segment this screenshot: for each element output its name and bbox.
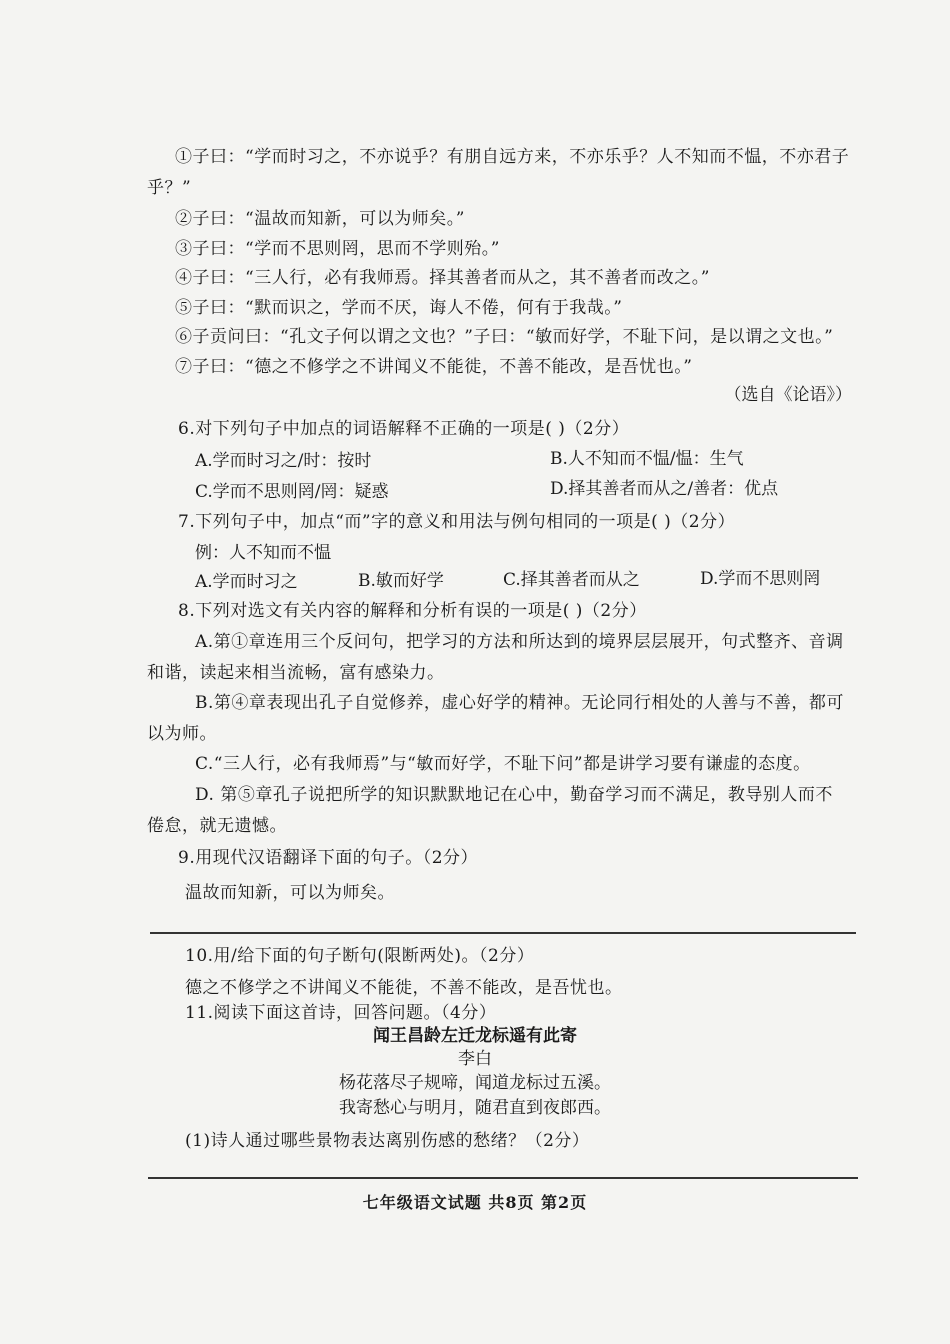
q6-option-b: B.人不知而不愠/愠：生气	[550, 449, 744, 469]
passage-source: （选自《论语》）	[724, 385, 852, 405]
q6-stem: 6.对下列句子中加点的词语解释不正确的一项是( )（2分）	[178, 419, 630, 439]
q9-answer-line	[150, 932, 856, 934]
passage-line-1-cont: 乎？”	[147, 178, 192, 198]
q7-stem: 7.下列句子中，加点“而”字的意义和用法与例句相同的一项是( )（2分）	[178, 512, 736, 532]
page-footer: 七年级语文试题 共8页 第2页	[362, 1193, 588, 1212]
passage-line-4: ④子曰：“三人行，必有我师焉。择其善者而从之，其不善者而改之。”	[175, 268, 710, 288]
q6-option-c: C.学而不思则罔/罔：疑惑	[195, 482, 389, 502]
passage-line-3: ③子曰：“学而不思则罔，思而不学则殆。”	[175, 239, 500, 259]
poem-author: 李白	[458, 1049, 492, 1069]
q8-option-a-line2: 和谐，读起来相当流畅，富有感染力。	[147, 663, 445, 683]
passage-line-7: ⑦子曰：“德之不修学之不讲闻义不能徙，不善不能改，是吾忧也。”	[175, 357, 693, 377]
q6-option-d: D.择其善者而从之/善者：优点	[550, 479, 779, 499]
q7-option-a: A.学而时习之	[195, 572, 298, 592]
q10-stem: 10.用/给下面的句子断句(限断两处)。（2分）	[185, 946, 535, 966]
q8-option-b-line2: 以为师。	[147, 724, 217, 744]
footer-divider	[148, 1177, 858, 1179]
poem-title: 闻王昌龄左迁龙标遥有此寄	[373, 1026, 577, 1046]
q9-sentence: 温故而知新，可以为师矣。	[185, 883, 395, 903]
passage-line-1: ①子曰：“学而时习之，不亦说乎？有朋自远方来，不亦乐乎？人不知而不愠，不亦君子	[175, 147, 850, 167]
q6-option-a: A.学而时习之/时：按时	[195, 451, 372, 471]
passage-line-6: ⑥子贡问曰：“孔文子何以谓之文也？”子曰：“敏而好学，不耻下问，是以谓之文也。”	[175, 327, 834, 347]
q11-sub1: (1)诗人通过哪些景物表达离别伤感的愁绪？（2分）	[185, 1131, 590, 1151]
q7-option-d: D.学而不思则罔	[700, 569, 821, 589]
poem-line-1: 杨花落尽子规啼，闻道龙标过五溪。	[339, 1073, 611, 1093]
q8-option-a-line1: A.第①章连用三个反问句，把学习的方法和所达到的境界层层展开，句式整齐、音调	[195, 632, 844, 652]
passage-line-2: ②子曰：“温故而知新，可以为师矣。”	[175, 209, 465, 229]
q9-stem: 9.用现代汉语翻译下面的句子。（2分）	[178, 848, 479, 868]
q8-option-d-line1: D. 第⑤章孔子说把所学的知识默默地记在心中，勤奋学习而不满足，教导别人而不	[195, 785, 833, 805]
q7-option-b: B.敏而好学	[358, 571, 444, 591]
q10-sentence: 德之不修学之不讲闻义不能徙，不善不能改，是吾忧也。	[185, 978, 623, 998]
q8-option-c: C.“三人行，必有我师焉”与“敏而好学，不耻下问”都是讲学习要有谦虚的态度。	[195, 754, 811, 774]
q8-option-b-line1: B.第④章表现出孔子自觉修养，虚心好学的精神。无论同行相处的人善与不善，都可	[195, 693, 844, 713]
poem-line-2: 我寄愁心与明月，随君直到夜郎西。	[339, 1098, 611, 1118]
q11-stem: 11.阅读下面这首诗，回答问题。（4分）	[185, 1003, 497, 1023]
passage-line-5: ⑤子曰：“默而识之，学而不厌，诲人不倦，何有于我哉。”	[175, 298, 623, 318]
q7-option-c: C.择其善者而从之	[503, 570, 640, 590]
q8-option-d-line2: 倦怠，就无遗憾。	[147, 816, 287, 836]
q7-example: 例：人不知而不愠	[195, 543, 331, 563]
q8-stem: 8.下列对选文有关内容的解释和分析有误的一项是( )（2分）	[178, 601, 647, 621]
